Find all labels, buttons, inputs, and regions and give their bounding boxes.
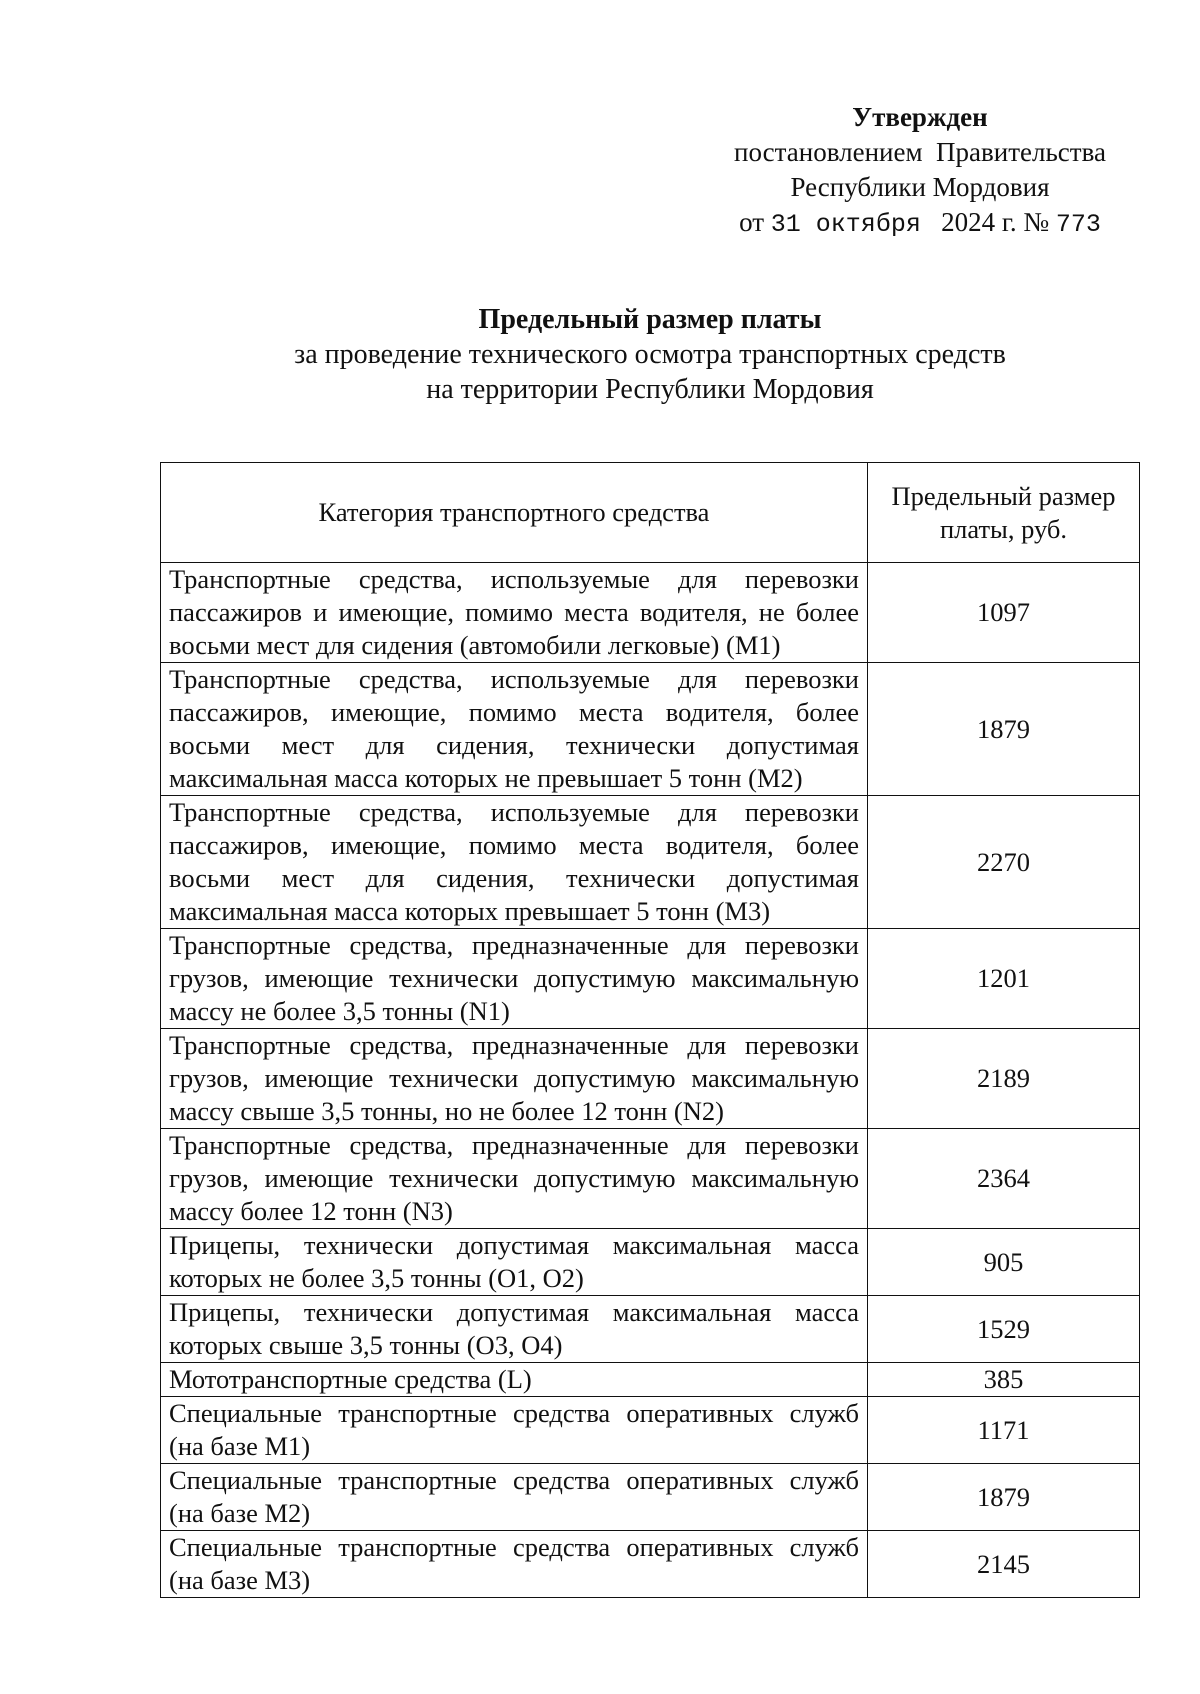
table-row — [161, 1296, 1140, 1363]
row-category: Мототранспортные средства (L) — [161, 1363, 868, 1397]
table-row — [161, 929, 1140, 1029]
row-category: Специальные транспортные средства оперативных служб (на базе M3) — [161, 1531, 868, 1598]
date-prefix: от — [739, 207, 765, 237]
row-fee: 1201 — [868, 929, 1140, 1029]
table-row — [161, 1531, 1140, 1598]
approval-line-1: постановлением Правительства — [734, 137, 1106, 167]
row-category: Прицепы, технически допустимая максимальная масса которых свыше 3,5 тонны (O3, O4) — [161, 1296, 868, 1363]
table-row — [161, 1464, 1140, 1531]
table-row — [161, 1029, 1140, 1129]
row-fee: 2270 — [868, 796, 1140, 929]
row-fee: 1097 — [868, 563, 1140, 663]
document-number: 773 — [1055, 210, 1101, 239]
table-row — [161, 1129, 1140, 1229]
table-header-row — [161, 463, 1140, 563]
row-fee: 1879 — [868, 663, 1140, 796]
approval-line-2: Республики Мордовия — [790, 172, 1050, 202]
table-row — [161, 796, 1140, 929]
title-main: Предельный размер платы — [478, 304, 822, 335]
table-row — [161, 663, 1140, 796]
header-category: Категория транспортного средства — [161, 463, 868, 563]
title-line-2: за проведение технического осмотра транспортных средств — [294, 339, 1006, 370]
row-fee: 2189 — [868, 1029, 1140, 1129]
row-category: Транспортные средства, предназначенные для перевозки грузов, имеющие технически допустимую максимальную массу более 12 тонн (N3) — [161, 1129, 868, 1229]
header-fee: Предельный размер платы, руб. — [868, 463, 1140, 563]
date-value: 31 октября — [770, 210, 921, 239]
year-number-label: 2024 г. № — [941, 207, 1050, 237]
row-category: Транспортные средства, используемые для перевозки пассажиров, имеющие, помимо места водителя, более восьми мест для сидения, технически допустимая максимальная масса которых превышает 5 тонн (M3) — [161, 796, 868, 929]
table-row — [161, 563, 1140, 663]
row-category: Специальные транспортные средства оперативных служб (на базе M2) — [161, 1464, 868, 1531]
row-fee: 1171 — [868, 1397, 1140, 1464]
row-category: Прицепы, технически допустимая максимальная масса которых не более 3,5 тонны (O1, O2) — [161, 1229, 868, 1296]
table-row — [161, 1229, 1140, 1296]
approval-heading: Утвержден — [852, 102, 988, 132]
table-row — [161, 1363, 1140, 1397]
row-category: Специальные транспортные средства оперативных служб (на базе M1) — [161, 1397, 868, 1464]
approval-date-line — [700, 205, 1140, 242]
row-fee: 2145 — [868, 1531, 1140, 1598]
row-category: Транспортные средства, предназначенные для перевозки грузов, имеющие технически допустимую максимальную массу свыше 3,5 тонны, но не более 12 тонн (N2) — [161, 1029, 868, 1129]
row-category: Транспортные средства, предназначенные для перевозки грузов, имеющие технически допустимую максимальную массу не более 3,5 тонны (N1) — [161, 929, 868, 1029]
row-fee: 1879 — [868, 1464, 1140, 1531]
table-body — [161, 563, 1140, 1598]
row-category: Транспортные средства, используемые для перевозки пассажиров, имеющие, помимо места водителя, более восьми мест для сидения, технически допустимая максимальная масса которых не превышает 5 тонн (M2) — [161, 663, 868, 796]
row-fee: 2364 — [868, 1129, 1140, 1229]
row-category: Транспортные средства, используемые для перевозки пассажиров и имеющие, помимо места водителя, не более восьми мест для сидения (автомобили легковые) (M1) — [161, 563, 868, 663]
row-fee: 385 — [868, 1363, 1140, 1397]
row-fee: 1529 — [868, 1296, 1140, 1363]
row-fee: 905 — [868, 1229, 1140, 1296]
document-title — [160, 302, 1140, 407]
table-row — [161, 1397, 1140, 1464]
approval-block — [700, 100, 1140, 242]
fee-table — [160, 462, 1140, 1598]
title-line-3: на территории Республики Мордовия — [426, 374, 874, 405]
